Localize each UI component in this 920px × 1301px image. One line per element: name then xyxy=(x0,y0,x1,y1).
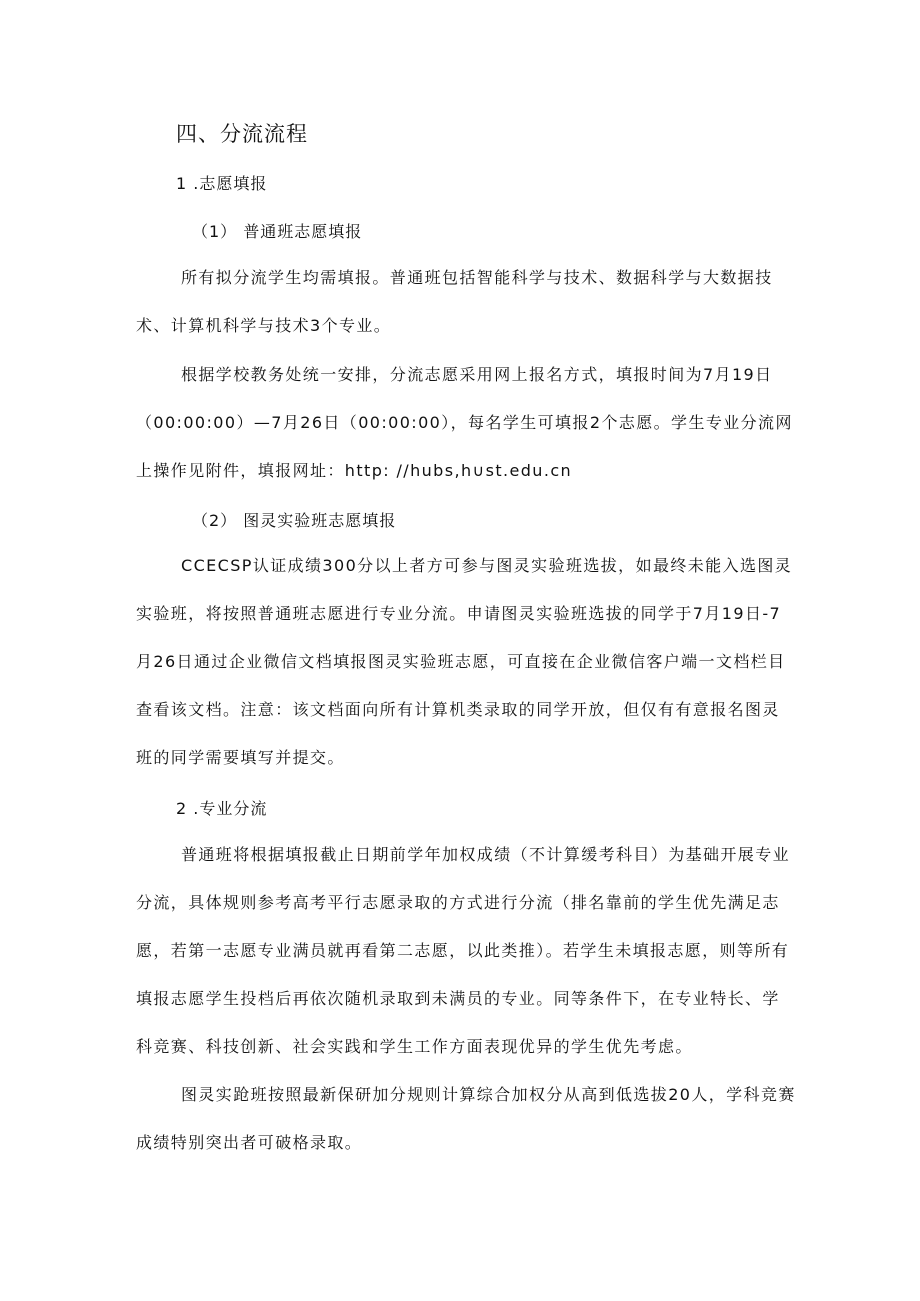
regular-class-heading: （1） 普通班志愿填报 xyxy=(192,222,363,241)
allocation-paragraph-1: 普通班将根据填报截止日期前学年加权成绩（不计算缓考科目）为基础开展专业分流，具体规则参考高考平行志愿录取的方式进行分流（排名靠前的学生优先满足志愿，若第一志愿专业满员就再看第二志愿，以此类推）。若学生未填报志愿，则等所有填报志愿学生投档后再依次随机录取到未满员的专业。同等条件下，在专业特长、学科竞赛、科技创新、社会实践和学生工作方面表现优异的学生优先考虑。 xyxy=(136,845,791,1056)
section-title: 四、分流流程 xyxy=(176,122,308,146)
allocation-heading: 2 .专业分流 xyxy=(176,799,268,818)
turing-class-heading: （2） 图灵实验班志愿填报 xyxy=(192,511,397,530)
turing-class-paragraph: CCECSP认证成绩300分以上者方可参与图灵实验班选拔，如最终未能入选图灵实验班，将按照普通班志愿进行专业分流。申请图灵实验班选拔的同学于7月19日-7月26日通过企业微信文档填报图灵实验班志愿，可直接在企业微信客户端一文档栏目查看该文档。注意：该文档面向所有计算机类录取的同学开放，但仅有有意报名图灵班的同学需要填写并提交。 xyxy=(136,556,793,767)
regular-class-paragraph-1: 所有拟分流学生均需填报。普通班包括智能科学与技术、数据科学与大数据技术、计算机科学与技术3个专业。 xyxy=(136,268,773,335)
regular-class-paragraph-2: 根据学校教务处统一安排，分流志愿采用网上报名方式，填报时间为7月19日（00:00:00）—7月26日（00:00:00），每名学生可填报2个志愿。学生专业分流网上操作见附件，填报网址：http: //hubs,h∪st.edu.cn xyxy=(136,365,793,480)
volunteer-heading: 1 .志愿填报 xyxy=(176,174,268,193)
allocation-paragraph-2: 图灵实跄班按照最新保研加分规则计算综合加权分从高到低选拔20人，学科竞赛成绩特别突出者可破格录取。 xyxy=(136,1085,796,1152)
